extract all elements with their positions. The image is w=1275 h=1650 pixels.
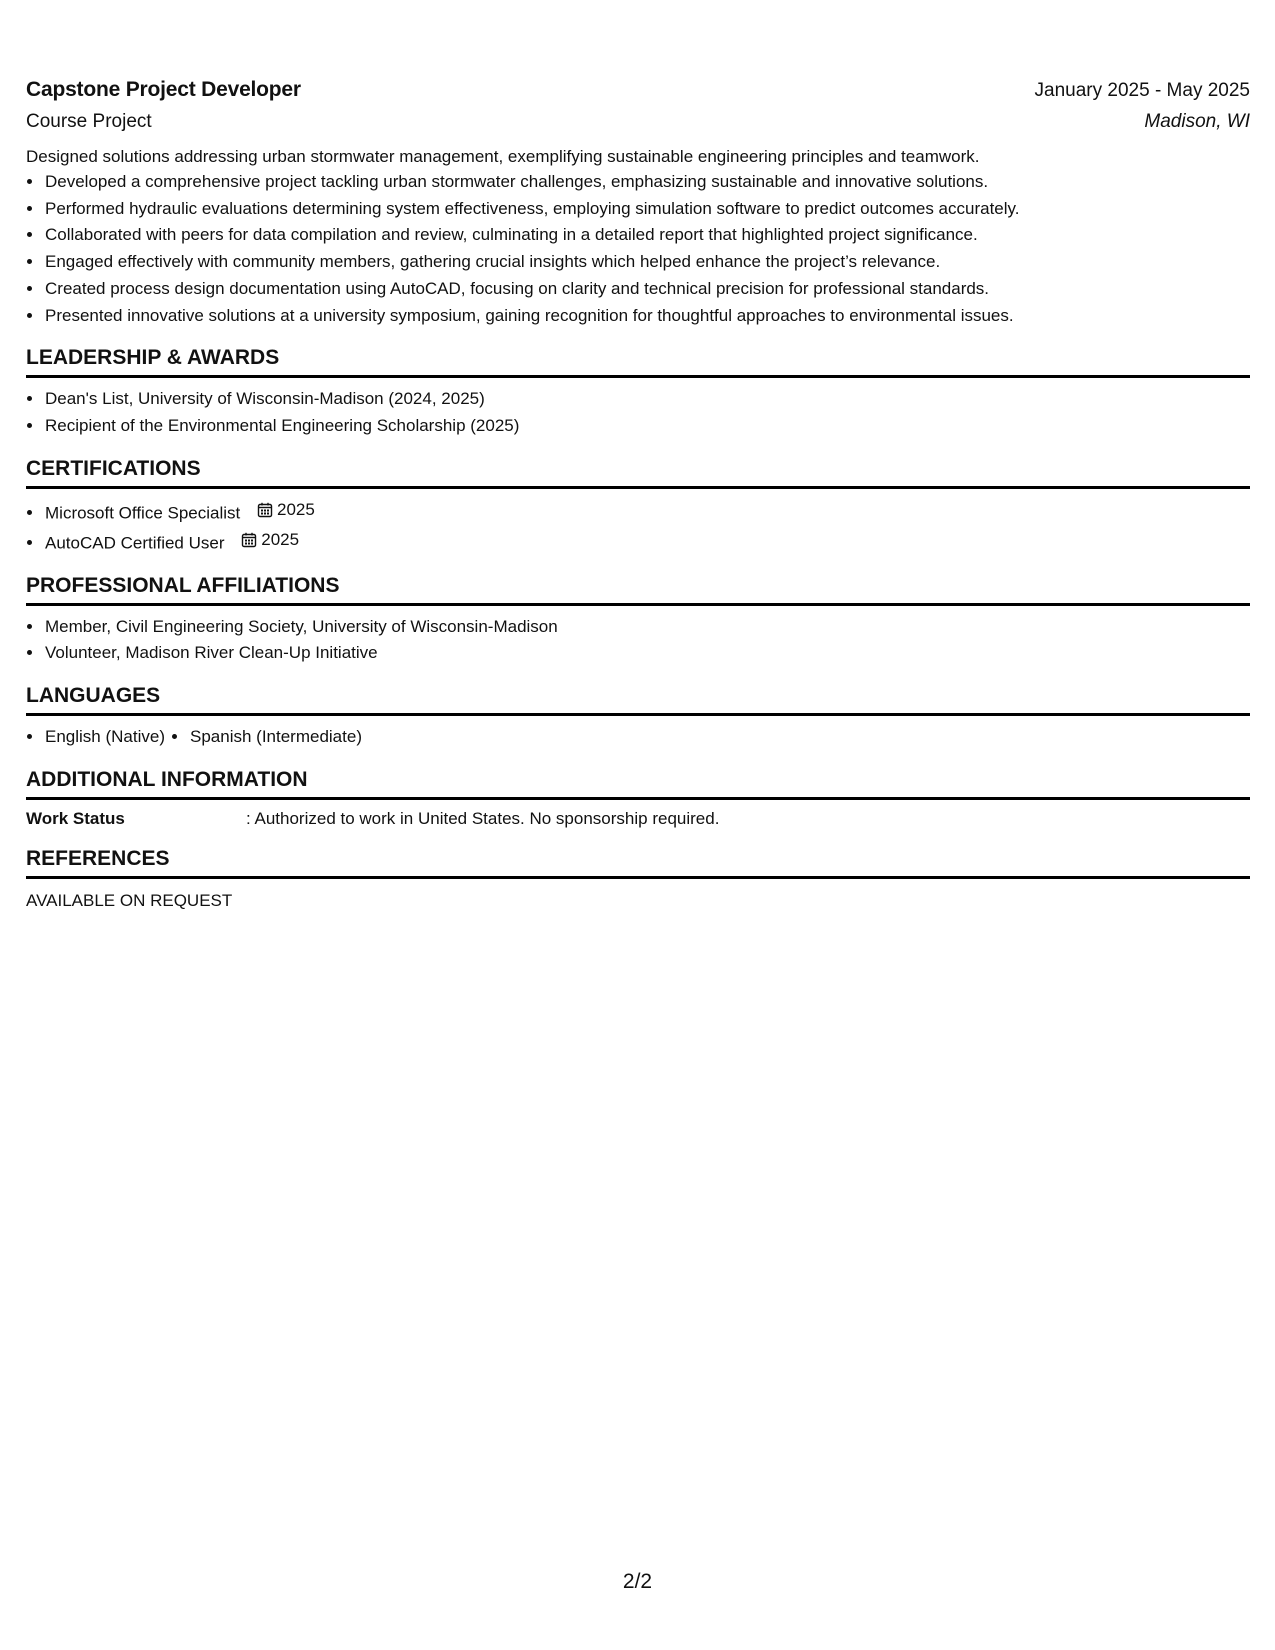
list-item: • Collaborated with peers for data compilation and review, culminating in a detailed report that highlighted project significance. bbox=[44, 222, 1250, 249]
certification-name: Microsoft Office Specialist bbox=[45, 502, 241, 522]
work-status-row bbox=[26, 808, 1250, 830]
list-item: • Engaged effectively with community members, gathering crucial insights which helped enhance the project’s relevance. bbox=[44, 249, 1250, 276]
job-dates: January 2025 - May 2025 bbox=[1034, 80, 1250, 101]
languages-list bbox=[26, 724, 1250, 751]
certification-date bbox=[257, 497, 315, 524]
list-item: • Recipient of the Environmental Engineering Scholarship (2025) bbox=[44, 413, 1250, 440]
work-status-label: Work Status bbox=[26, 808, 125, 828]
certification-year: 2025 bbox=[261, 529, 300, 549]
calendar-icon bbox=[257, 502, 273, 518]
job-subheader bbox=[26, 111, 1250, 133]
language-item: • Spanish (Intermediate) bbox=[189, 724, 362, 751]
section-title-leadership: LEADERSHIP & AWARDS bbox=[26, 345, 1250, 378]
certification-name: AutoCAD Certified User bbox=[45, 533, 225, 553]
list-item: • Performed hydraulic evaluations determining system effectiveness, employing simulation software to predict outcomes accurately. bbox=[44, 196, 1250, 223]
job-bullets bbox=[26, 169, 1250, 329]
language-item: • English (Native) bbox=[44, 724, 165, 751]
list-item: • Volunteer, Madison River Clean-Up Initiative bbox=[44, 640, 1250, 667]
job-summary: Designed solutions addressing urban stormwater management, exemplifying sustainable engineering principles and teamwork. bbox=[26, 147, 980, 166]
certification-date bbox=[241, 527, 299, 554]
certification-item bbox=[44, 497, 1250, 527]
job-location: Madison, WI bbox=[1144, 111, 1250, 132]
certification-item bbox=[44, 527, 1250, 557]
section-title-affiliations: PROFESSIONAL AFFILIATIONS bbox=[26, 573, 1250, 606]
affiliations-list bbox=[26, 614, 1250, 667]
leadership-list bbox=[26, 386, 1250, 439]
list-item: • Developed a comprehensive project tackling urban stormwater challenges, emphasizing sustainable and innovative solutions. bbox=[44, 169, 1250, 196]
resume-page bbox=[26, 78, 1250, 911]
job-title: Capstone Project Developer bbox=[26, 78, 301, 101]
references-text: AVAILABLE ON REQUEST bbox=[26, 890, 233, 910]
section-title-certifications: CERTIFICATIONS bbox=[26, 456, 1250, 489]
calendar-icon bbox=[241, 532, 257, 548]
list-item: • Created process design documentation using AutoCAD, focusing on clarity and technical precision for professional standards. bbox=[44, 276, 1250, 303]
certifications-list bbox=[26, 497, 1250, 557]
job-organization: Course Project bbox=[26, 111, 152, 132]
section-title-languages: LANGUAGES bbox=[26, 683, 1250, 716]
list-item: • Member, Civil Engineering Society, University of Wisconsin-Madison bbox=[44, 614, 1250, 641]
list-item: • Presented innovative solutions at a university symposium, gaining recognition for thoughtful approaches to environmental issues. bbox=[44, 303, 1250, 330]
section-title-references: REFERENCES bbox=[26, 846, 1250, 879]
page-number: 2/2 bbox=[622, 1570, 653, 1593]
section-title-additional: ADDITIONAL INFORMATION bbox=[26, 767, 1250, 800]
work-status-value: : Authorized to work in United States. No sponsorship required. bbox=[246, 808, 720, 828]
list-item: • Dean's List, University of Wisconsin-Madison (2024, 2025) bbox=[44, 386, 1250, 413]
job-header bbox=[26, 78, 1250, 102]
certification-year: 2025 bbox=[277, 499, 315, 519]
job-entry bbox=[26, 78, 1250, 329]
